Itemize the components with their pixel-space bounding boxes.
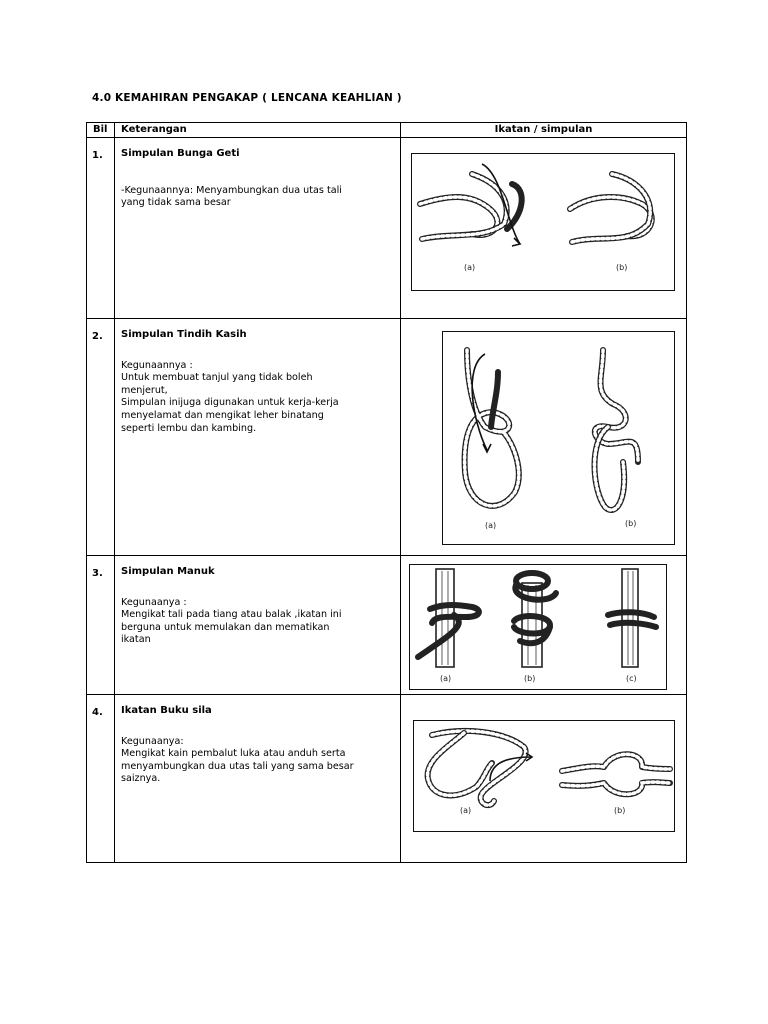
- row-number: 1.: [87, 138, 115, 319]
- row-number: 4.: [87, 695, 115, 863]
- knot-illustration-clove-hitch: [409, 564, 667, 690]
- pole-drawing-b: [514, 573, 556, 667]
- knot-illustration-sheet-bend: [411, 153, 675, 291]
- figure-label-a: (a): [485, 521, 497, 530]
- figure-label-a: (a): [460, 806, 472, 815]
- knot-use-label: Kegunaanya :: [121, 596, 187, 608]
- table-row: [87, 556, 687, 695]
- row-description: [115, 138, 401, 319]
- section-heading: 4.0 KEMAHIRAN PENGAKAP ( LENCANA KEAHLIAN ): [92, 92, 402, 104]
- knot-illustration-cell: [401, 319, 687, 556]
- pole-drawing-a: [418, 569, 479, 667]
- rope-drawing-b: [570, 174, 652, 242]
- rope-drawing-b: [562, 754, 670, 794]
- knot-illustration-cell: [401, 695, 687, 863]
- rope-drawing-a: [420, 164, 522, 246]
- knots-table: [86, 122, 687, 863]
- knot-use-label: Kegunaannya :: [121, 359, 193, 371]
- header-keterangan: Keterangan: [115, 123, 401, 138]
- row-description: [115, 695, 401, 863]
- knot-illustration-cell: [401, 556, 687, 695]
- knot-use: -Kegunaannya: Menyambungkan dua utas tali yang tidak sama besar: [121, 184, 342, 209]
- knot-illustration-cell: [401, 138, 687, 319]
- row-description: [115, 319, 401, 556]
- rope-drawing-a: [465, 350, 519, 506]
- knot-name: Simpulan Tindih Kasih: [121, 329, 247, 340]
- knot-use: Untuk membuat tanjul yang tidak boleh menjerut, Simpulan inijuga digunakan untuk kerja-kerja menyelamat dan mengikat leher binatang seperti lembu dan kambing.: [121, 372, 339, 434]
- header-ikatan: Ikatan / simpulan: [401, 123, 687, 138]
- knot-name: Ikatan Buku sila: [121, 705, 212, 716]
- table-row: [87, 138, 687, 319]
- knot-use: Mengikat kain pembalut luka atau anduh serta menyambungkan dua utas tali yang sama besar saiznya.: [121, 748, 354, 785]
- knot-illustration-reef-knot: [413, 720, 675, 832]
- figure-label-b: (b): [524, 674, 536, 683]
- row-number: 3.: [87, 556, 115, 695]
- row-number: 2.: [87, 319, 115, 556]
- rope-drawing-a: [428, 731, 532, 805]
- figure-label-b: (b): [616, 263, 628, 272]
- figure-label-a: (a): [464, 263, 476, 272]
- knot-illustration-bowline: [442, 331, 675, 545]
- rope-drawing-b: [594, 350, 638, 510]
- figure-label-c: (c): [626, 674, 637, 683]
- pole-drawing-c: [608, 569, 656, 667]
- figure-label-b: (b): [625, 519, 637, 528]
- figure-label-a: (a): [440, 674, 452, 683]
- knot-name: Simpulan Bunga Geti: [121, 148, 240, 159]
- table-row: [87, 695, 687, 863]
- knot-use-label: Kegunaanya:: [121, 735, 184, 747]
- table-header-row: [87, 123, 687, 138]
- knot-use: Mengikat tali pada tiang atau balak ,ikatan ini berguna untuk memulakan dan mematikan ikatan: [121, 609, 342, 646]
- header-bil: Bil: [87, 123, 115, 138]
- figure-label-b: (b): [614, 806, 626, 815]
- row-description: [115, 556, 401, 695]
- knot-name: Simpulan Manuk: [121, 566, 215, 577]
- table-row: [87, 319, 687, 556]
